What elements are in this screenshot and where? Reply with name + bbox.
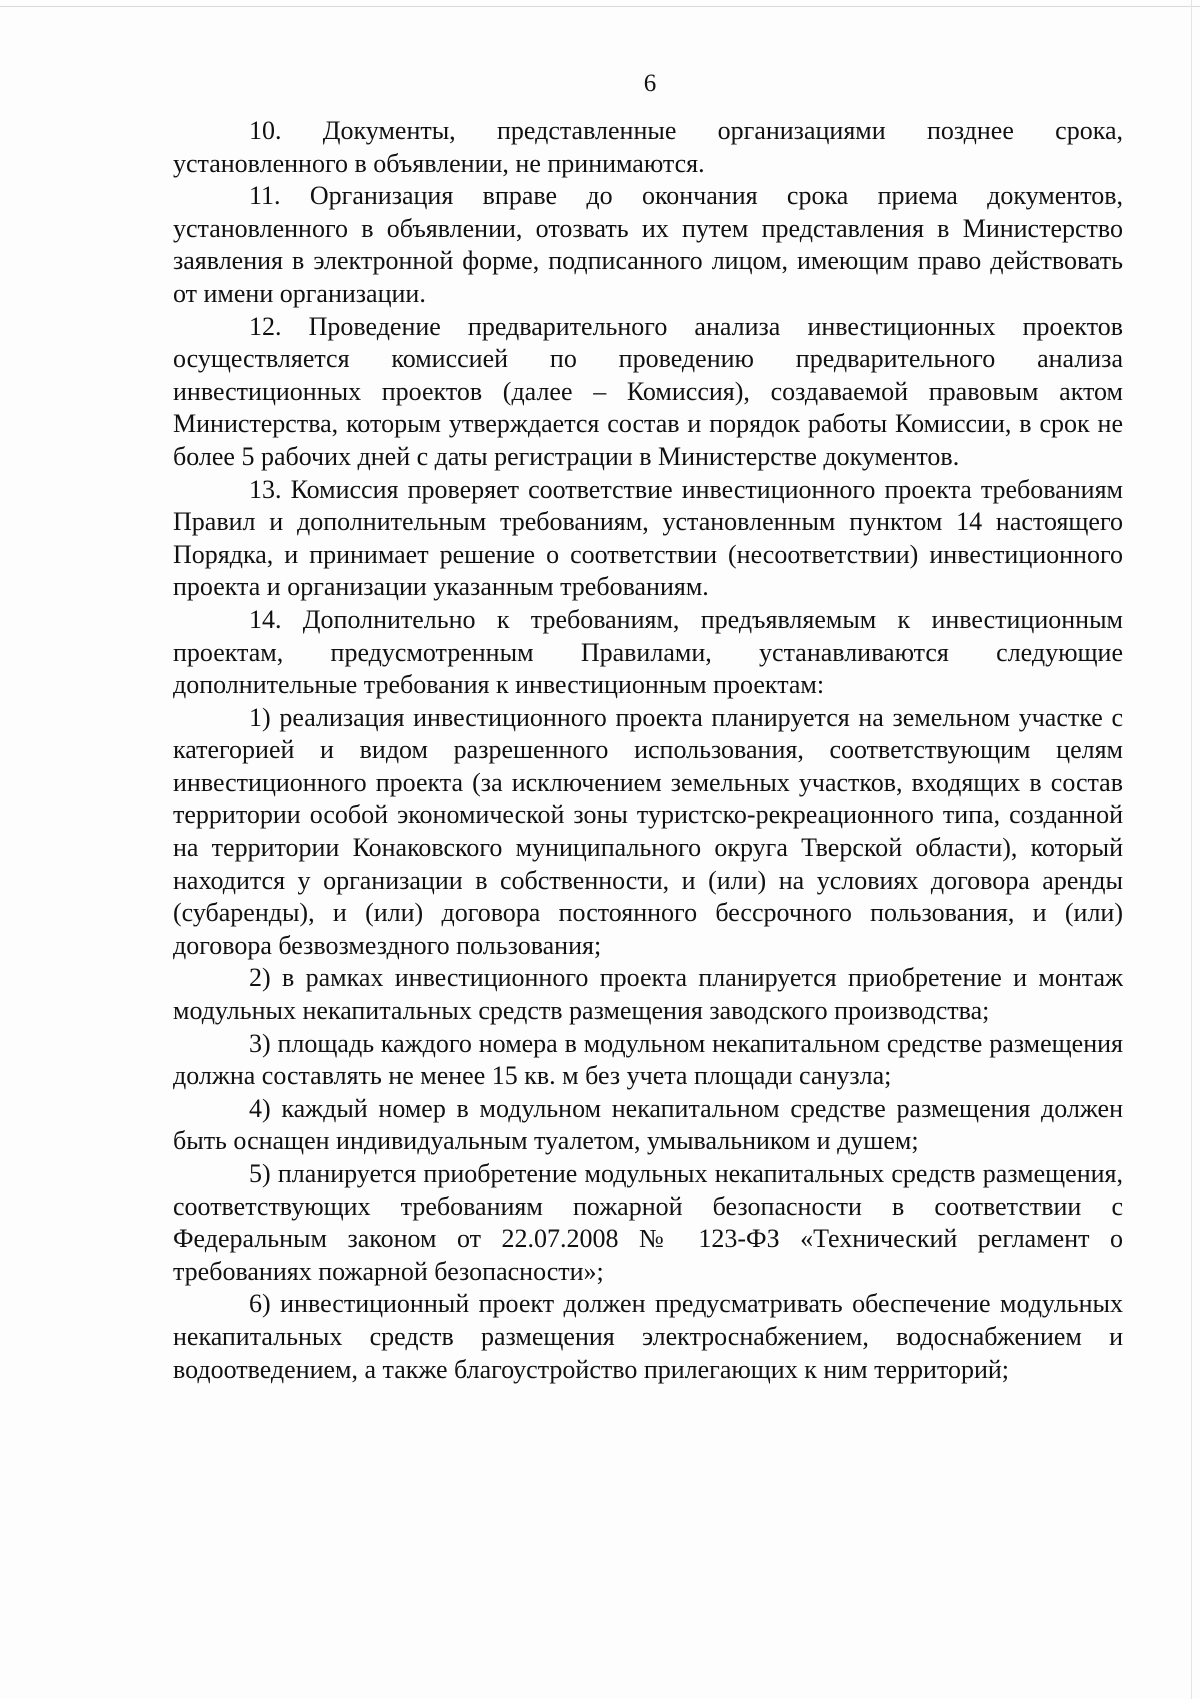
paragraph-12: 12. Проведение предварительного анализа инвестиционных проектов осуществляется комиссией по проведению предварительного анализа инвестиционных проектов (далее – Комиссия), создаваемой правовым актом Министерства, которым утверждается состав и порядок работы Комиссии, в срок не более 5 рабочих дней с даты регистрации в Министерстве документов. xyxy=(173,311,1123,471)
page-number: 6 xyxy=(643,70,657,97)
list-item-4: 4) каждый номер в модульном некапитальном средстве размещения должен быть оснащен индивидуальным туалетом, умывальником и душем; xyxy=(173,1093,1123,1156)
paragraph-13: 13. Комиссия проверяет соответствие инвестиционного проекта требованиям Правил и дополнительным требованиям, установленным пунктом 14 настоящего Порядка, и принимает решение о соответствии (несоответствии) инвестиционного проекта и организации указанным требованиям. xyxy=(173,474,1123,602)
scan-edge-top xyxy=(0,6,1200,7)
document-body xyxy=(173,115,1123,1386)
list-item-1: 1) реализация инвестиционного проекта планируется на земельном участке с категорией и видом разрешенного использования, соответствующим целям инвестиционного проекта (за исключением земельных участков, входящих в состав территории особой экономической зоны туристско-рекреационного типа, созданной на территории Конаковского муниципального округа Тверской области), который находится у организации в собственности, и (или) на условиях договора аренды (субаренды), и (или) договора постоянного бессрочного пользования, и (или) договора безвозмездного пользования; xyxy=(173,702,1123,960)
paragraph-11: 11. Организация вправе до окончания срока приема документов, установленного в объявлении, отозвать их путем представления в Министерство заявления в электронной форме, подписанного лицом, имеющим право действовать от имени организации. xyxy=(173,181,1123,308)
scan-edge-right xyxy=(1191,0,1192,1699)
list-item-5: 5) планируется приобретение модульных некапитальных средств размещения, соответствующих требованиям пожарной безопасности в соответствии с Федеральным законом от 22.07.2008 № 123-ФЗ «Технический регламент о требованиях пожарной безопасности»; xyxy=(173,1159,1123,1286)
list-item-6: 6) инвестиционный проект должен предусматривать обеспечение модульных некапитальных средств размещения электроснабжением, водоснабжением и водоотведением, а также благоустройство прилегающих к ним территорий; xyxy=(173,1289,1123,1384)
paragraph-10: 10. Документы, представленные организациями позднее срока, установленного в объявлении, не принимаются. xyxy=(173,116,1123,178)
list-item-3: 3) площадь каждого номера в модульном некапитальном средстве размещения должна составлять не менее 15 кв. м без учета площади санузла; xyxy=(173,1028,1123,1091)
paragraph-14: 14. Дополнительно к требованиям, предъявляемым к инвестиционным проектам, предусмотренным Правилами, устанавливаются следующие дополнительные требования к инвестиционным проектам: xyxy=(173,604,1123,700)
list-item-2: 2) в рамках инвестиционного проекта планируется приобретение и монтаж модульных некапитальных средств размещения заводского производства; xyxy=(173,963,1123,1026)
